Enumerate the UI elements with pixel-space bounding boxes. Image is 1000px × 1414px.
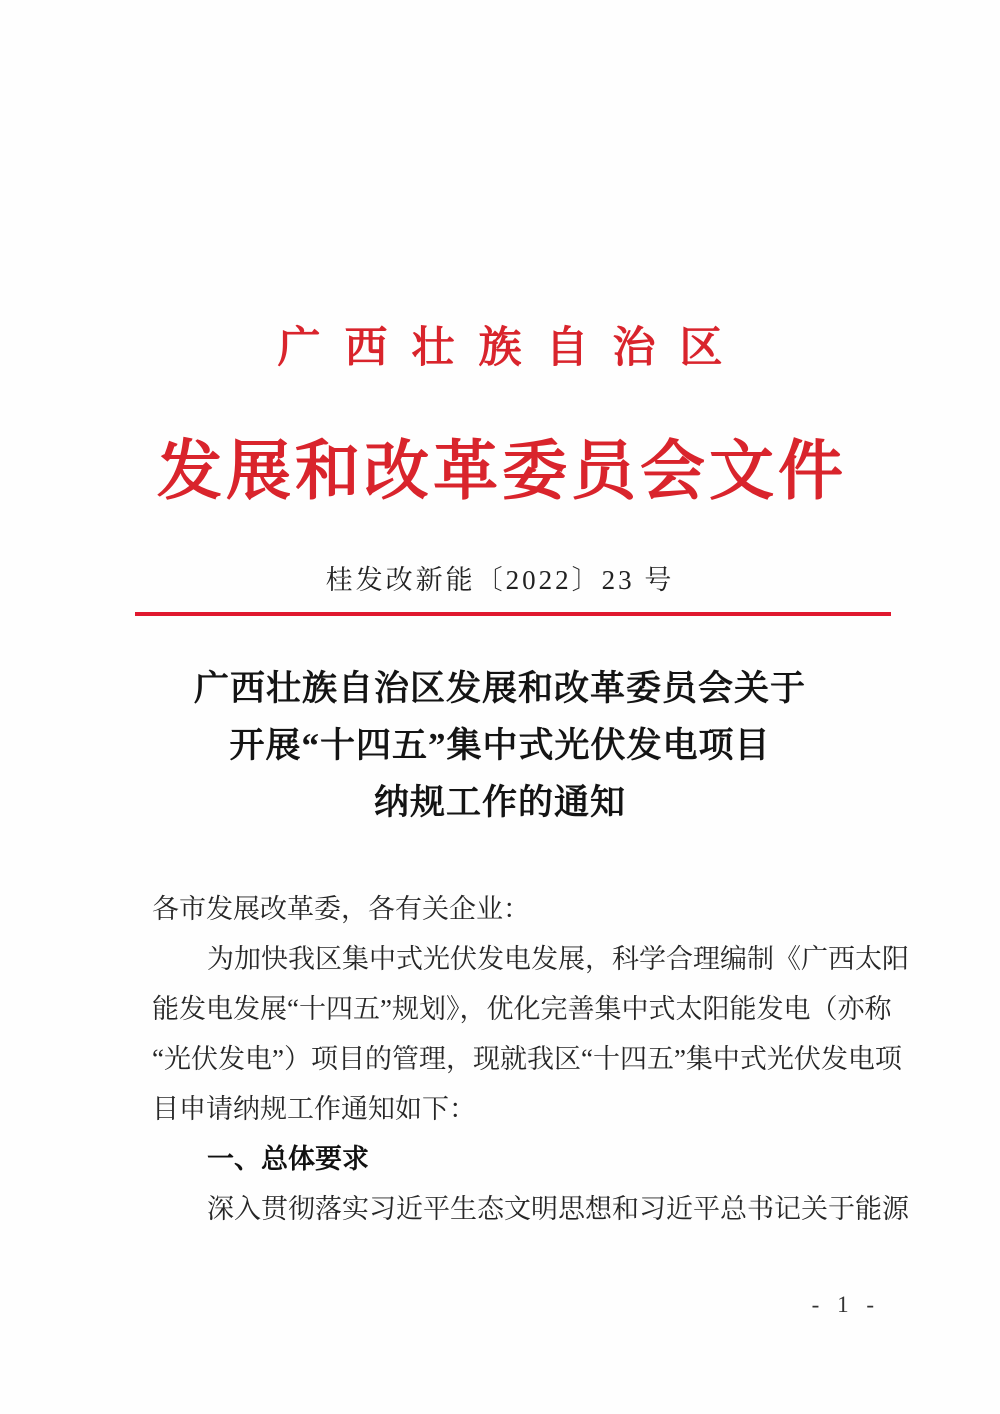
body-line-3: “光伏发电”）项目的管理，现就我区“十四五”集中式光伏发电项: [152, 1044, 902, 1074]
body-line-1: 为加快我区集中式光伏发电发展，科学合理编制《广西太阳: [207, 944, 909, 974]
letterhead-commission-title: 发展和改革委员会文件: [156, 436, 847, 508]
section-1-line-1: 深入贯彻落实习近平生态文明思想和习近平总书记关于能源: [207, 1194, 909, 1224]
document-title-line-1: 广西壮族自治区发展和改革委员会关于: [193, 669, 806, 708]
page-number: - 1 -: [811, 1292, 880, 1317]
body-line-2: 能发电发展“十四五”规划》，优化完善集中式太阳能发电（亦称: [152, 994, 892, 1024]
document-title-line-2: 开展“十四五”集中式光伏发电项目: [229, 726, 771, 765]
red-divider-rule: [135, 612, 891, 616]
section-1-heading: 一、总体要求: [207, 1144, 369, 1174]
salutation-line: 各市发展改革委，各有关企业：: [152, 894, 530, 924]
document-title-line-3: 纳规工作的通知: [373, 783, 626, 822]
body-line-4: 目申请纳规工作通知如下：: [152, 1094, 476, 1124]
letterhead-region-name: 广西壮族自治区: [277, 325, 747, 372]
document-title: [0, 660, 1000, 831]
document-body: [152, 884, 909, 1234]
document-reference-number: 桂发改新能〔2022〕23 号: [325, 565, 675, 595]
